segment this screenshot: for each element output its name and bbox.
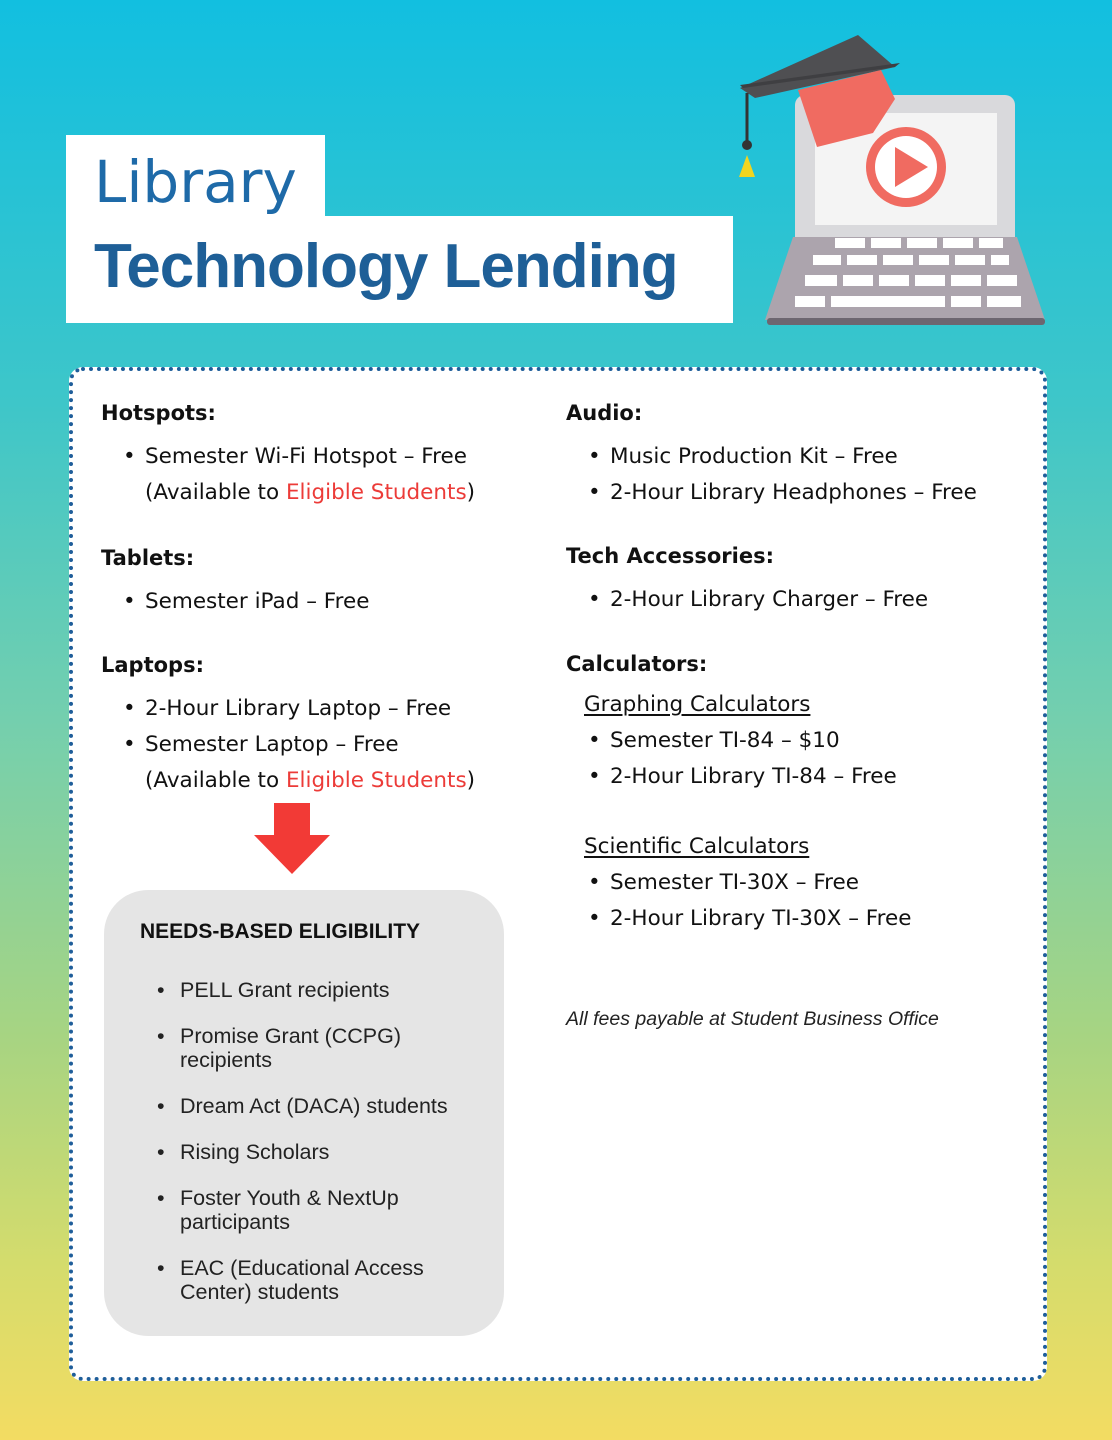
section-title: Audio: [566,401,643,425]
hotspots-section [101,403,475,511]
list-item: • Rising Scholars [157,1140,330,1164]
laptops-section [101,655,475,799]
list-item: • EAC (Educational Access Center) students [157,1256,424,1304]
list-item: • Semester iPad – Free [123,589,370,614]
list-item: • 2-Hour Library Charger – Free [588,587,929,612]
item-text: Semester Wi-Fi Hotspot – Free [145,444,467,469]
tech-accessories-section [566,546,928,618]
list-item: • Semester TI-84 – $10 [588,728,840,753]
scientific-calculators-subtitle: Scientific Calculators [584,834,810,859]
title-technology-lending: Technology Lending [66,216,733,323]
eligibility-title: NEEDS-BASED ELIGIBILITY [140,920,421,943]
list-item: • Dream Act (DACA) students [157,1094,448,1118]
list-item: • Promise Grant (CCPG) recipients [157,1024,402,1072]
tablets-section [101,548,369,620]
eligibility-box [104,890,504,1336]
section-title: Calculators: [566,652,708,676]
down-arrow-icon [254,803,330,874]
section-title: Tech Accessories: [566,544,775,568]
eligible-students-highlight: Eligible Students [285,480,467,505]
section-title: Laptops: [101,653,204,677]
eligible-students-highlight: Eligible Students [285,768,467,793]
availability-note: (Available to Eligible Students) [145,768,476,793]
availability-note: (Available to Eligible Students) [145,480,476,505]
list-item: • Music Production Kit – Free [588,444,898,469]
list-item: • 2-Hour Library TI-84 – Free [588,764,897,789]
list-item: • Semester Wi-Fi Hotspot – Free (Available to Eligible Students) [101,439,475,511]
audio-section [566,403,977,511]
calculators-section [566,654,911,937]
list-item: • 2-Hour Library Headphones – Free [588,480,977,505]
fees-footnote: All fees payable at Student Business Office [566,1008,939,1030]
list-item: • PELL Grant recipients [157,978,390,1002]
graphing-calculators-subtitle: Graphing Calculators [584,692,811,717]
laptop-with-graduation-cap-icon [735,25,1055,335]
list-item: • 2-Hour Library TI-30X – Free [588,906,912,931]
list-item: • Semester TI-30X – Free [588,870,859,895]
title-library: Library [66,135,325,227]
section-title: Tablets: [101,546,195,570]
list-item: • Semester Laptop – Free (Available to Eligible Students) [101,727,475,799]
section-title: Hotspots: [101,401,216,425]
list-item: • 2-Hour Library Laptop – Free [123,696,452,721]
list-item: • Foster Youth & NextUp participants [157,1186,399,1234]
